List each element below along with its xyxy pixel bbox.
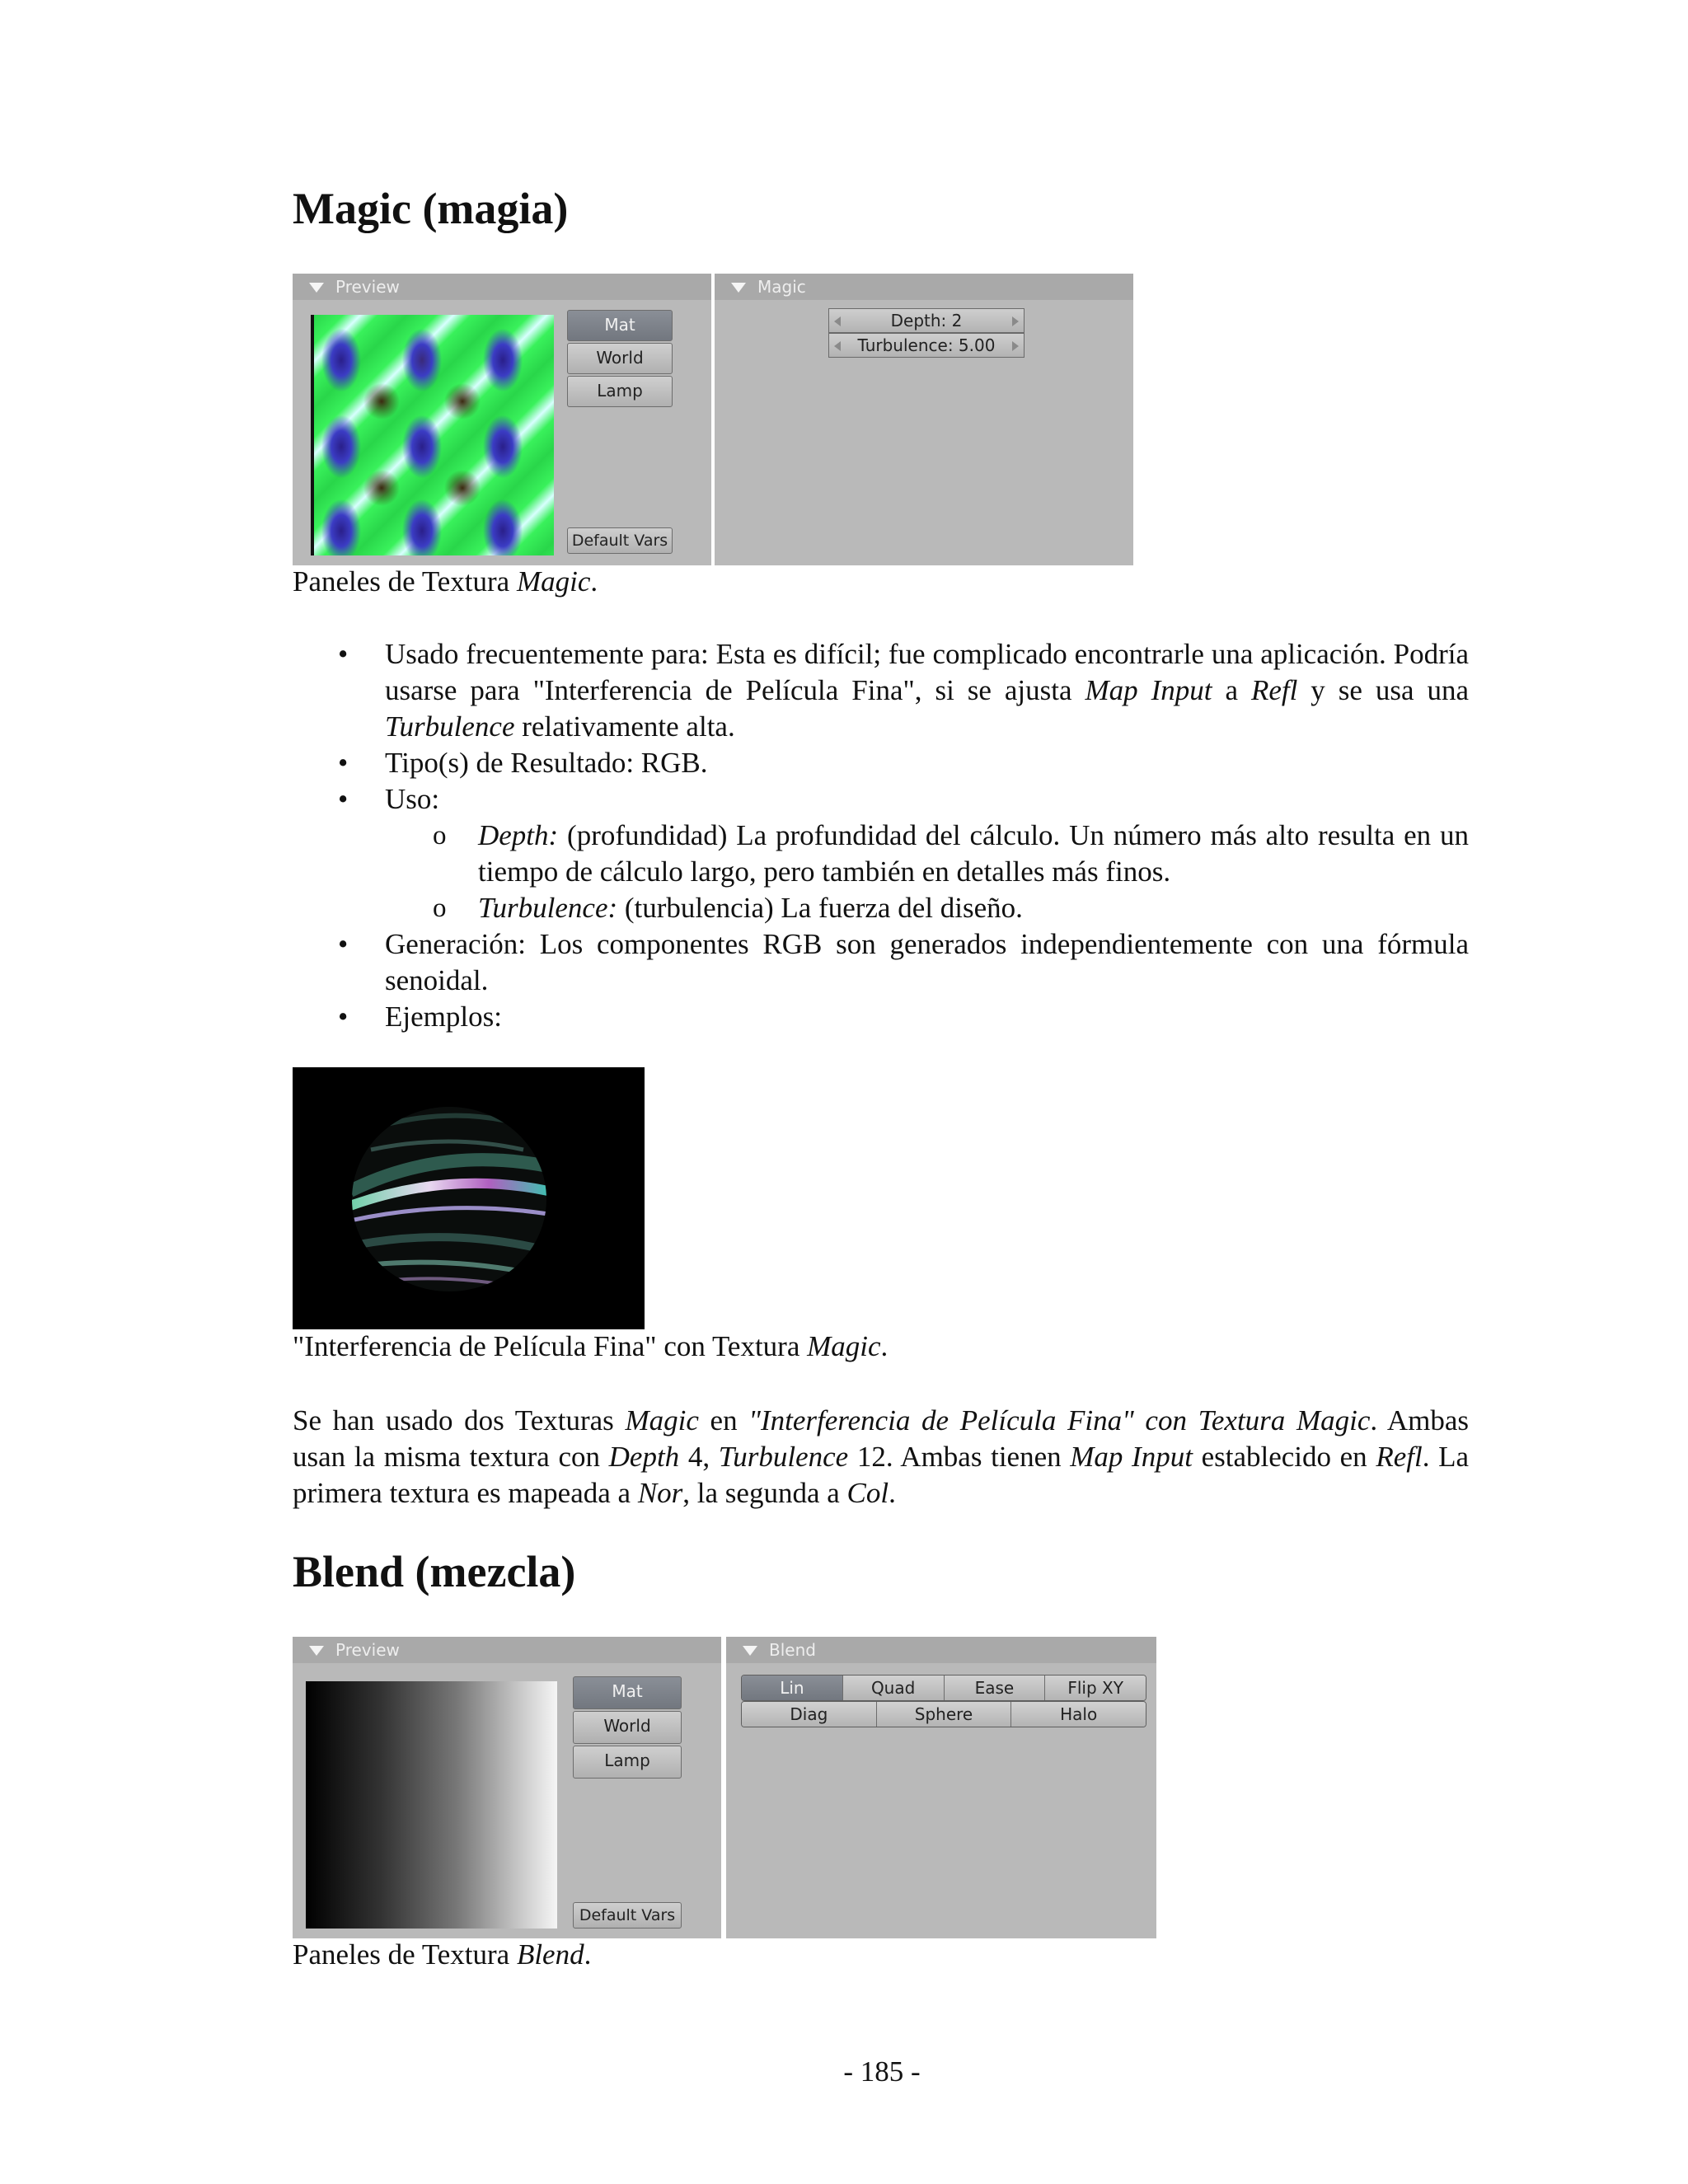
bullet-dot: • xyxy=(338,1001,349,1033)
decrement-arrow-icon[interactable] xyxy=(834,341,841,351)
description-paragraph: Se han usado dos Texturas Magic en "Interferencia de Película Fina" con Textura Magic. Ambas usan la misma textura con Depth 4, Turbulence 12. Ambas tienen Map Input establecido en Refl. La primera textura es mapeada a Nor, la segunda a Col. xyxy=(293,1404,1470,1509)
bullet-dot: • xyxy=(338,928,349,960)
increment-arrow-icon[interactable] xyxy=(1012,341,1019,351)
preview-panel-title: Preview xyxy=(335,277,400,297)
increment-arrow-icon[interactable] xyxy=(1012,316,1019,326)
bullet-generation: Generación: Los componentes RGB son generados independientemente con una fórmula senoidal. xyxy=(385,928,1469,996)
thin-film-render-image xyxy=(293,1067,645,1329)
preview-panel-title: Preview xyxy=(335,1640,400,1660)
collapse-triangle-icon[interactable] xyxy=(731,283,746,293)
collapse-triangle-icon[interactable] xyxy=(743,1646,757,1656)
blend-panel-title: Blend xyxy=(769,1640,816,1660)
lin-button[interactable]: Lin xyxy=(742,1675,843,1700)
blend-type-row1 xyxy=(741,1675,1146,1701)
magic-texture-preview xyxy=(311,315,554,555)
section-title-blend: Blend (mezcla) xyxy=(293,1547,576,1596)
lamp-button[interactable]: Lamp xyxy=(567,376,673,407)
sphere-render-svg xyxy=(293,1067,645,1329)
blend-type-row2 xyxy=(741,1701,1146,1727)
preview-panel xyxy=(293,274,711,565)
diag-button[interactable]: Diag xyxy=(742,1702,877,1727)
bullet-usage: Usado frecuentemente para: Esta es difícil; fue complicado encontrarle una aplicación. Podría usarse para "Interferencia de Película Fina", si se ajusta Map Input a Refl y se usa una Turbulence relativamente alta. xyxy=(385,638,1469,743)
mat-button[interactable]: Mat xyxy=(567,310,673,341)
collapse-triangle-icon[interactable] xyxy=(309,1646,324,1656)
ease-button[interactable]: Ease xyxy=(945,1675,1046,1700)
magic-panel-title: Magic xyxy=(757,277,806,297)
bullet-dot: • xyxy=(338,747,349,779)
bullet-examples: Ejemplos: xyxy=(385,1001,502,1033)
blend-preview-panel xyxy=(293,1637,721,1938)
lamp-button[interactable]: Lamp xyxy=(573,1746,682,1779)
bullet-dot: • xyxy=(338,638,349,670)
magic-panel xyxy=(715,274,1133,565)
sub-bullet-marker: o xyxy=(433,893,447,923)
decrement-arrow-icon[interactable] xyxy=(834,316,841,326)
preview-panel-header[interactable] xyxy=(293,1637,721,1663)
section-title-magic: Magic (magia) xyxy=(293,184,569,233)
world-button[interactable]: World xyxy=(573,1711,682,1744)
sphere-button[interactable]: Sphere xyxy=(877,1702,1012,1727)
sub-bullet-marker: o xyxy=(433,821,447,851)
page-number: - 185 - xyxy=(843,2055,921,2088)
magic-panels-caption: Paneles de Textura Magic. xyxy=(293,565,598,598)
blend-texture-preview xyxy=(306,1681,557,1929)
sub-bullet-depth: Depth: (profundidad) La profundidad del cálculo. Un número más alto resulta en un tiempo de cálculo largo, pero también en detalles más finos. xyxy=(478,819,1469,888)
bullet-dot: • xyxy=(338,783,349,815)
world-button[interactable]: World xyxy=(567,343,673,374)
default-vars-button[interactable]: Default Vars xyxy=(573,1902,682,1929)
halo-button[interactable]: Halo xyxy=(1011,1702,1146,1727)
default-vars-button[interactable]: Default Vars xyxy=(567,527,673,554)
turbulence-field[interactable] xyxy=(828,333,1025,358)
blend-panels-caption: Paneles de Textura Blend. xyxy=(293,1938,592,1971)
depth-field[interactable] xyxy=(828,308,1025,333)
preview-panel-header[interactable] xyxy=(293,274,711,300)
depth-value: Depth: 2 xyxy=(890,311,963,330)
bullet-result-type: Tipo(s) de Resultado: RGB. xyxy=(385,747,708,779)
bullet-uso: Uso: xyxy=(385,783,440,815)
blend-panel xyxy=(726,1637,1156,1938)
example-caption: "Interferencia de Película Fina" con Textura Magic. xyxy=(293,1330,889,1362)
mat-button[interactable]: Mat xyxy=(573,1676,682,1709)
flip-xy-button[interactable]: Flip XY xyxy=(1045,1675,1146,1700)
blend-panel-header[interactable] xyxy=(726,1637,1156,1663)
turbulence-value: Turbulence: 5.00 xyxy=(857,335,996,355)
magic-panel-header[interactable] xyxy=(715,274,1133,300)
sub-bullet-turbulence: Turbulence: (turbulencia) La fuerza del diseño. xyxy=(478,892,1023,924)
collapse-triangle-icon[interactable] xyxy=(309,283,324,293)
quad-button[interactable]: Quad xyxy=(843,1675,945,1700)
